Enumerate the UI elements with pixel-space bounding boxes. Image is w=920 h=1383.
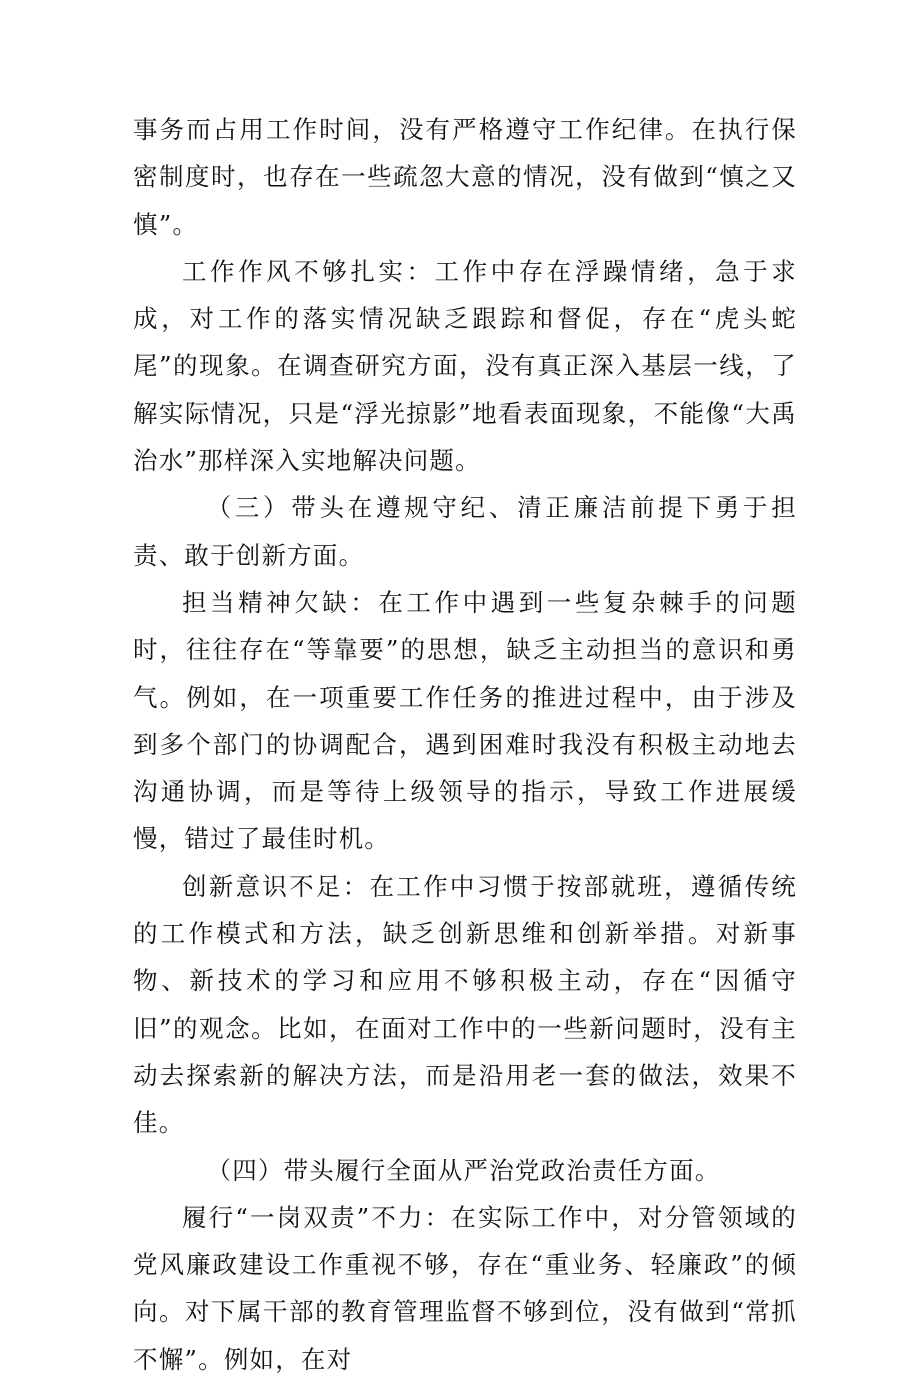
section-heading-4: （四）带头履行全面从严治党政治责任方面。: [206, 1155, 721, 1185]
section-heading-3: （三）带头在遵规守纪、清正廉洁前提下勇于担责、敢于创新方面。: [133, 493, 797, 570]
paragraph-innovation: 创新意识不足：在工作中习惯于按部就班，遵循传统的工作模式和方法，缺乏创新思维和创新举措。对新事物、新技术的学习和应用不够积极主动，存在“因循守旧”的观念。比如，在面对工作中的一些新问题时，没有主动去探索新的解决方法，而是沿用老一套的做法，效果不佳。: [133, 871, 797, 1138]
document-body: [133, 106, 797, 1383]
paragraph-dual-duty: 履行“一岗双责”不力：在实际工作中，对分管领域的党风廉政建设工作重视不够，存在“重业务、轻廉政”的倾向。对下属干部的教育管理监督不够到位，没有做到“常抓不懈”。例如，在对: [133, 1202, 797, 1374]
paragraph-responsibility: 担当精神欠缺：在工作中遇到一些复杂棘手的问题时，往往存在“等靠要”的思想，缺乏主动担当的意识和勇气。例如，在一项重要工作任务的推进过程中，由于涉及到多个部门的协调配合，遇到困难时我没有积极主动地去沟通协调，而是等待上级领导的指示，导致工作进展缓慢，错过了最佳时机。: [133, 587, 797, 854]
paragraph-work-style: 工作作风不够扎实：工作中存在浮躁情绪，急于求成，对工作的落实情况缺乏跟踪和督促，存在“虎头蛇尾”的现象。在调查研究方面，没有真正深入基层一线，了解实际情况，只是“浮光掠影”地看表面现象，不能像“大禹治水”那样深入实地解决问题。: [133, 256, 797, 476]
paragraph-continuation: 事务而占用工作时间，没有严格遵守工作纪律。在执行保密制度时，也存在一些疏忽大意的情况，没有做到“慎之又慎”。: [133, 115, 797, 239]
